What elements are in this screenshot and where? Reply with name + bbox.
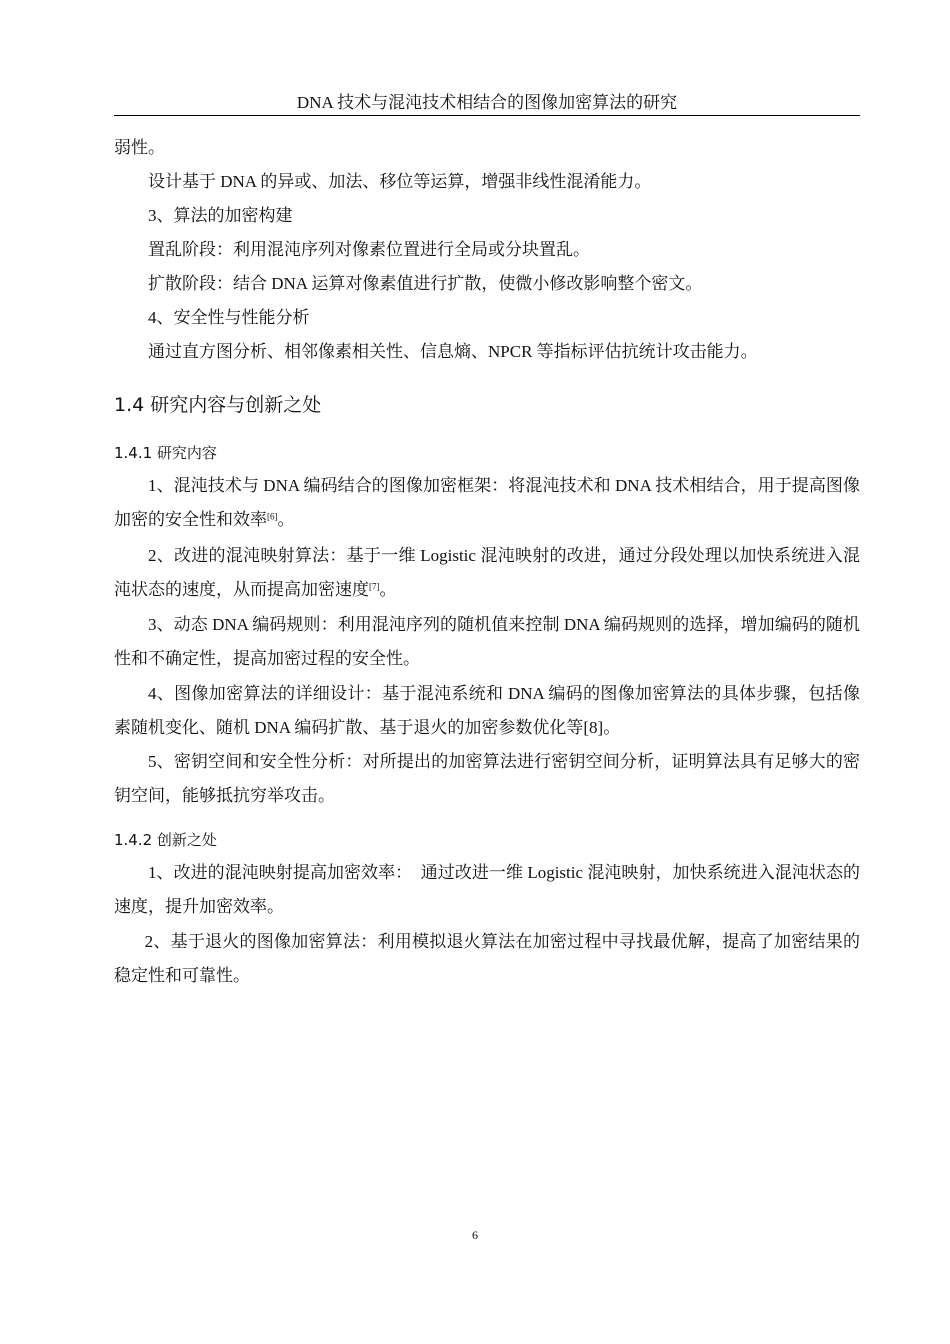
subsection-heading-1-4-1: 1.4.1 研究内容: [114, 444, 217, 462]
research-item-2: 2、改进的混沌映射算法：基于一维 Logistic 混沌映射的改进，通过分段处理以加快系统进入混沌状态的速度，从而提高加密速度[7]。: [114, 546, 860, 599]
running-header: DNA 技术与混沌技术相结合的图像加密算法的研究: [296, 93, 678, 112]
citation-ref: [6]: [267, 511, 278, 522]
innovation-item-1: 1、改进的混沌映射提高加密效率： 通过改进一维 Logistic 混沌映射，加快系统进入混沌状态的速度，提升加密效率。: [114, 863, 860, 916]
continued-paragraph: 弱性。: [114, 138, 165, 157]
item-encryption-construction: 3、算法的加密构建: [148, 206, 293, 225]
paragraph-statistical-analysis: 通过直方图分析、相邻像素相关性、信息熵、NPCR 等指标评估抗统计攻击能力。: [148, 342, 758, 361]
citation-ref: [7]: [369, 581, 380, 592]
research-item-3: 3、动态 DNA 编码规则：利用混沌序列的随机值来控制 DNA 编码规则的选择，增加编码的随机性和不确定性，提高加密过程的安全性。: [114, 615, 860, 668]
paragraph-dna-operations: 设计基于 DNA 的异或、加法、移位等运算，增强非线性混淆能力。: [148, 172, 652, 191]
header-rule: [114, 115, 860, 116]
section-heading-1-4: 1.4 研究内容与创新之处: [114, 394, 322, 416]
subsection-heading-1-4-2: 1.4.2 创新之处: [114, 831, 217, 849]
page-number: 6: [472, 1228, 478, 1242]
research-item-4: 4、图像加密算法的详细设计：基于混沌系统和 DNA 编码的图像加密算法的具体步骤，包括像素随机变化、随机 DNA 编码扩散、基于退火的加密参数优化等[8]。: [114, 684, 860, 737]
paragraph-permutation-stage: 置乱阶段：利用混沌序列对像素位置进行全局或分块置乱。: [148, 240, 590, 259]
item-security-analysis: 4、安全性与性能分析: [148, 308, 310, 327]
research-item-1: 1、混沌技术与 DNA 编码结合的图像加密框架：将混沌技术和 DNA 技术相结合，用于提高图像加密的安全性和效率[6]。: [114, 476, 860, 529]
research-item-5: 5、密钥空间和安全性分析：对所提出的加密算法进行密钥空间分析，证明算法具有足够大的密钥空间，能够抵抗穷举攻击。: [114, 752, 860, 805]
paragraph-diffusion-stage: 扩散阶段：结合 DNA 运算对像素值进行扩散，使微小修改影响整个密文。: [148, 274, 703, 293]
innovation-item-2: 2、基于退火的图像加密算法：利用模拟退火算法在加密过程中寻找最优解，提高了加密结果的稳定性和可靠性。: [114, 932, 860, 985]
